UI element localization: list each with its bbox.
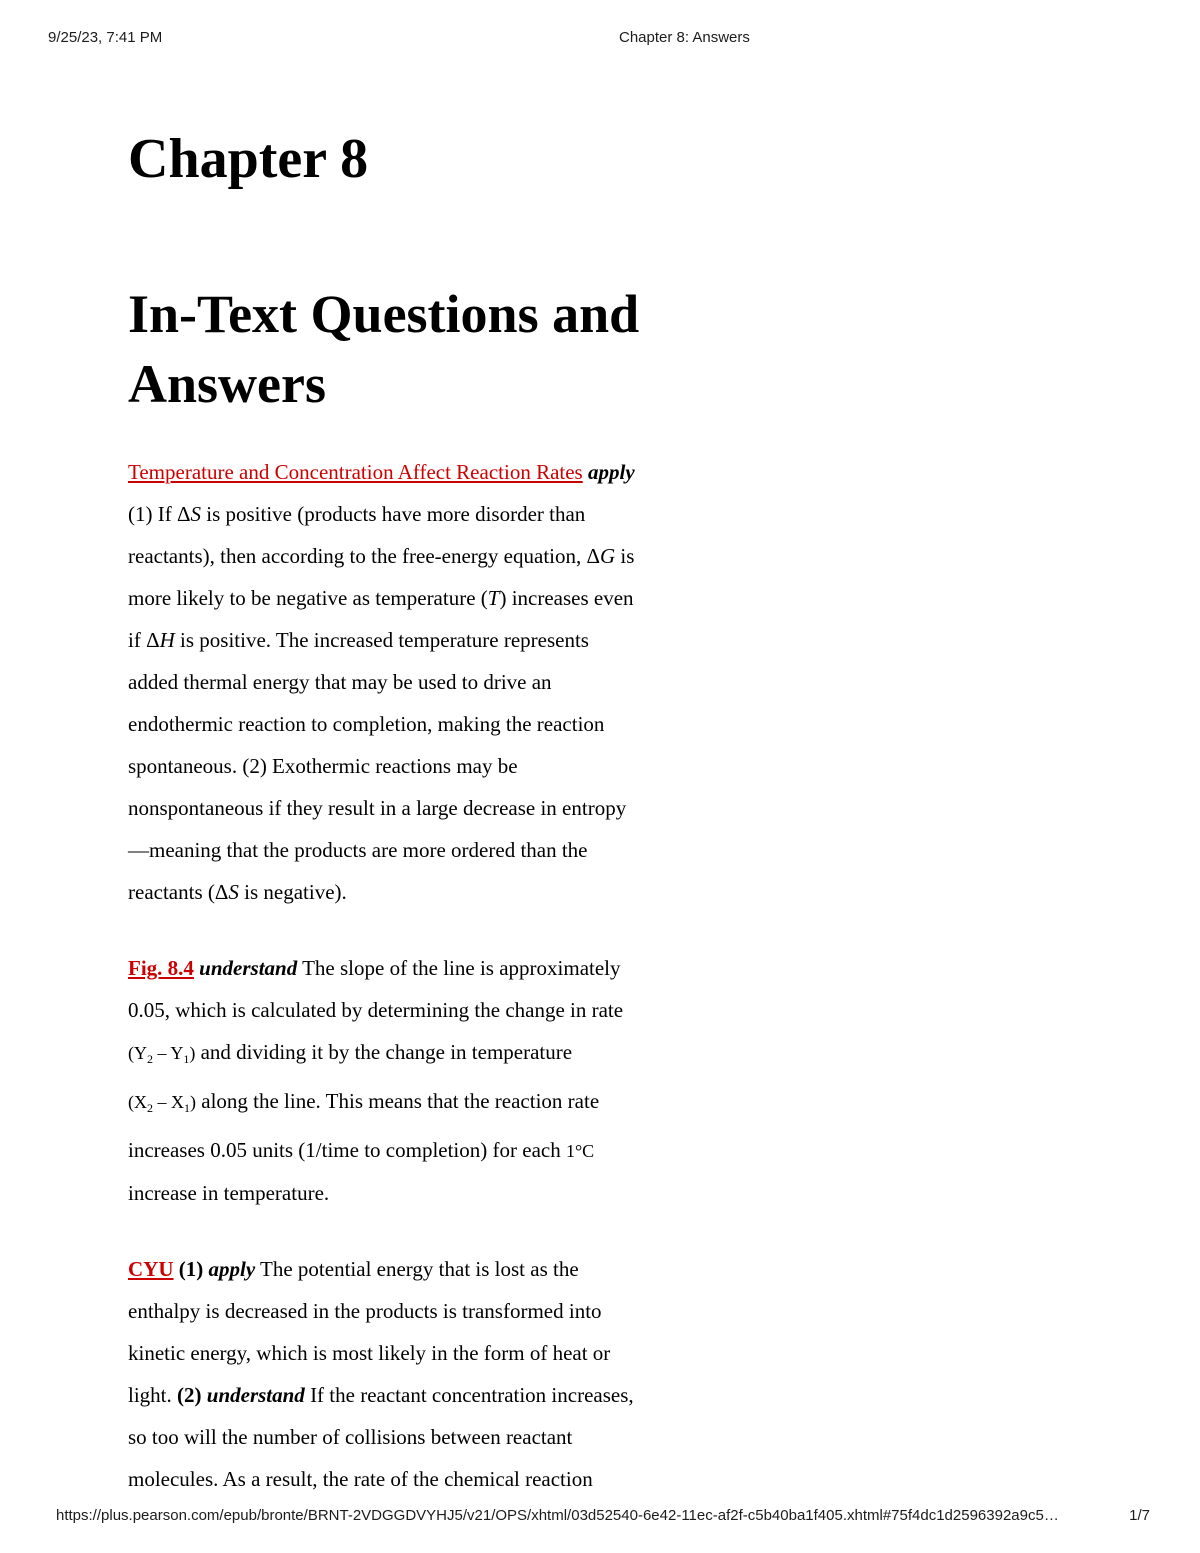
text-segment: reactants), then according to the free-energy equation, Δ	[128, 544, 600, 568]
text-segment: )	[190, 1092, 196, 1112]
text-segment: 1	[184, 1101, 190, 1115]
text-segment: endothermic reaction to completion, making the reaction	[128, 712, 605, 736]
text-segment: S	[190, 502, 201, 526]
text-segment: If the reactant concentration increases,	[304, 1383, 634, 1407]
chapter-title: Chapter 8	[128, 128, 369, 190]
text-segment: —meaning that the products are more ordered than the	[128, 838, 588, 862]
text-segment: increase in temperature.	[128, 1181, 330, 1205]
text-segment: so too will the number of collisions between reactant	[128, 1425, 573, 1449]
text-segment: The slope of the line is approximately	[297, 956, 621, 980]
text-segment: (Y	[128, 1043, 147, 1063]
text-segment: light.	[128, 1383, 178, 1407]
text-segment: T	[487, 586, 500, 610]
text-segment: apply	[208, 1257, 256, 1281]
link-cyu[interactable]: CYU	[128, 1257, 174, 1281]
text-segment: – X	[153, 1092, 184, 1112]
text-segment: nonspontaneous if they result in a large decrease in entropy	[128, 796, 627, 820]
text-segment: 2	[147, 1052, 153, 1066]
text-segment: (1)	[178, 1257, 204, 1281]
text-segment: (1) If Δ	[128, 502, 191, 526]
text-segment: The potential energy that is lost as the	[255, 1257, 579, 1281]
text-segment: added thermal energy that may be used to drive an	[128, 670, 552, 694]
print-datetime: 9/25/23, 7:41 PM	[48, 29, 163, 46]
text-segment: spontaneous. (2) Exothermic reactions may be	[128, 754, 518, 778]
text-segment: reactants (Δ	[128, 880, 229, 904]
text-segment: 1°C	[565, 1141, 595, 1161]
section-title: In-Text Questions and Answers	[128, 284, 640, 414]
answer-cyu	[128, 1248, 808, 1500]
source-url: https://plus.pearson.com/epub/bronte/BRNT-2VDGGDVYHJ5/v21/OPS/xhtml/03d52540-6e42-11ec-af2f-c5b40ba1f405.xhtml#75f4dc1d2596392a9c5…	[56, 1507, 1059, 1524]
page-indicator: 1/7	[1129, 1507, 1150, 1524]
text-segment: is	[615, 544, 635, 568]
answer-temperature-concentration	[128, 451, 808, 913]
link-fig-8-4[interactable]: Fig. 8.4	[128, 956, 194, 980]
text-segment: more likely to be negative as temperature (	[128, 586, 488, 610]
text-segment: S	[228, 880, 239, 904]
text-segment: enthalpy is decreased in the products is transformed into	[128, 1299, 602, 1323]
text-segment: kinetic energy, which is most likely in the form of heat or	[128, 1341, 611, 1365]
text-segment: (X	[128, 1092, 147, 1112]
text-segment: understand	[199, 956, 298, 980]
text-segment: – Y	[153, 1043, 184, 1063]
print-doc-title: Chapter 8: Answers	[619, 29, 750, 46]
text-segment: increases 0.05 units (1/time to completion) for each	[128, 1138, 566, 1162]
text-segment: understand	[206, 1383, 305, 1407]
text-segment: 2	[147, 1101, 153, 1115]
text-segment: H	[159, 628, 175, 652]
text-segment: is positive (products have more disorder than	[200, 502, 586, 526]
text-segment: if Δ	[128, 628, 160, 652]
answer-paragraphs	[128, 451, 808, 1500]
text-segment: molecules. As a result, the rate of the chemical reaction	[128, 1467, 593, 1491]
text-segment: and dividing it by the change in temperature	[195, 1040, 573, 1064]
text-segment: along the line. This means that the reaction rate	[196, 1089, 600, 1113]
text-segment: is negative).	[238, 880, 347, 904]
answer-fig-8-4	[128, 947, 808, 1214]
print-footer	[48, 1507, 1152, 1527]
print-header	[48, 29, 1152, 49]
text-segment: 0.05, which is calculated by determining the change in rate	[128, 998, 624, 1022]
text-segment: 1	[183, 1052, 190, 1066]
link-temperature-and-concentration-affect-reaction-rates[interactable]: Temperature and Concentration Affect Reaction Rates	[128, 460, 583, 484]
text-segment: is positive. The increased temperature represents	[174, 628, 589, 652]
text-segment: (2)	[177, 1383, 202, 1407]
text-segment: apply	[587, 460, 635, 484]
document-content	[128, 126, 808, 1500]
text-segment: )	[189, 1043, 196, 1063]
text-segment: ) increases even	[499, 586, 634, 610]
text-segment: G	[600, 544, 616, 568]
